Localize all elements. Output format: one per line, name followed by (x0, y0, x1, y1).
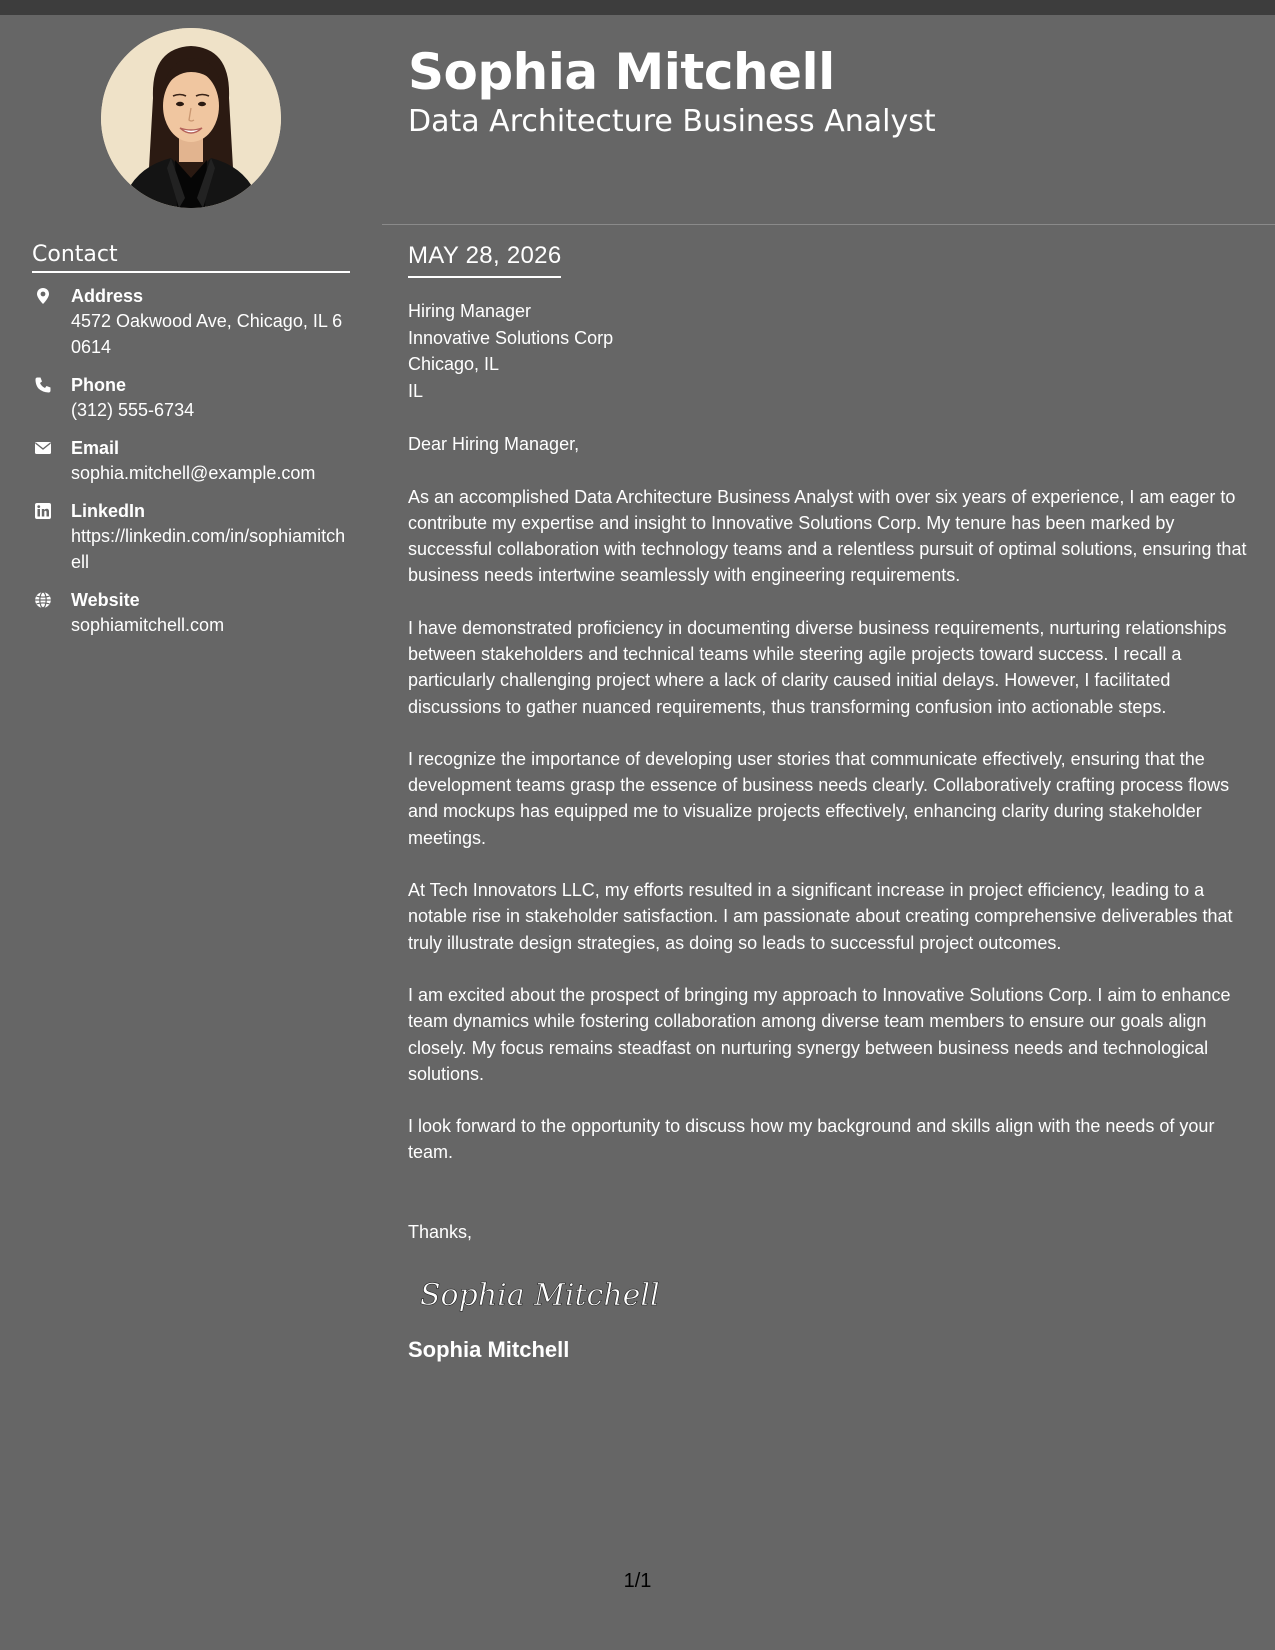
portrait-photo (101, 28, 281, 208)
letter-body (408, 240, 1253, 1365)
contact-value[interactable]: sophiamitchell.com (71, 615, 225, 635)
handwritten-signature (416, 1263, 1253, 1323)
recipient-line: Chicago, IL (408, 354, 500, 374)
salutation: Dear Hiring Manager, (408, 434, 580, 454)
linkedin-icon (34, 502, 52, 520)
signature-text: Sophia Mitchell (420, 1277, 660, 1313)
contact-value: sophia.mitchell@example.com (71, 463, 316, 483)
recipient-line: Innovative Solutions Corp (408, 327, 614, 348)
contact-heading: Contact (32, 241, 350, 273)
envelope-icon (34, 439, 52, 457)
header (382, 15, 1275, 225)
contact-label: Phone (71, 375, 127, 395)
globe-icon (34, 591, 52, 609)
recipient-line: Hiring Manager (408, 301, 532, 321)
job-title: Data Architecture Business Analyst (408, 104, 936, 139)
letter-paragraph: As an accomplished Data Architecture Business Analyst with over six years of experience, I am eager to contribute my expertise and insight to Innovative Solutions Corp. My tenure has been marked by successful collaboration with technology teams and a relentless pursuit of optimal solutions, ensuring that business needs intertwine seamlessly with engineering requirements. (408, 486, 1247, 586)
contact-item-linkedin (32, 499, 352, 575)
letter-date: MAY 28, 2026 (408, 240, 561, 278)
sidebar (0, 15, 382, 1650)
map-pin-icon (34, 287, 52, 305)
contact-list (32, 284, 352, 651)
contact-value: 4572 Oakwood Ave, Chicago, IL 60614 (71, 311, 343, 357)
recipient-block (408, 298, 1253, 404)
contact-label: Website (71, 590, 140, 610)
closing: Thanks, (408, 1221, 473, 1242)
letter-paragraph: I look forward to the opportunity to discuss how my background and skills align with the needs of your team. (408, 1116, 1215, 1163)
contact-label: Address (71, 286, 144, 306)
contact-item-address (32, 284, 352, 360)
contact-value[interactable]: https://linkedin.com/in/sophiamitchell (71, 526, 346, 572)
signatory-name: Sophia Mitchell (408, 1336, 570, 1362)
recipient-line: IL (408, 380, 424, 401)
letter-paragraph: I have demonstrated proficiency in documenting diverse business requirements, nurturing relationships between stakeholders and technical teams while steering agile projects toward success. I recall a particularly challenging project where a lack of clarity caused initial delays. However, I facilitated discussions to gather nuanced requirements, thus transforming confusion into actionable steps. (408, 617, 1227, 717)
avatar (101, 28, 281, 208)
letter-paragraph: I am excited about the prospect of bringing my approach to Innovative Solutions Corp. I aim to enhance team dynamics while fostering collaboration among diverse team members to ensure our goals align closely. My focus remains steadfast on nurturing synergy between business needs and technological solutions. (408, 984, 1231, 1084)
contact-label: LinkedIn (71, 501, 146, 521)
letter-paragraph: I recognize the importance of developing user stories that communicate effectively, ensuring that the development teams grasp the essence of business needs clearly. Collaboratively crafting process flows and mockups has equipped me to visualize projects effectively, enhancing clarity during stakeholder meetings. (408, 748, 1230, 848)
phone-icon (34, 376, 52, 394)
contact-item-phone (32, 373, 352, 423)
applicant-name: Sophia Mitchell (408, 43, 835, 101)
contact-value: (312) 555-6734 (71, 400, 195, 420)
top-bar (0, 0, 1275, 15)
contact-item-website (32, 588, 352, 638)
contact-item-email (32, 436, 352, 486)
page-number: 1/1 (623, 1570, 652, 1592)
contact-label: Email (71, 438, 120, 458)
letter-paragraph: At Tech Innovators LLC, my efforts resulted in a significant increase in project efficiency, leading to a notable rise in stakeholder satisfaction. I am passionate about creating comprehensive deliverables that truly illustrate design strategies, as doing so leads to successful project outcomes. (408, 880, 1233, 953)
